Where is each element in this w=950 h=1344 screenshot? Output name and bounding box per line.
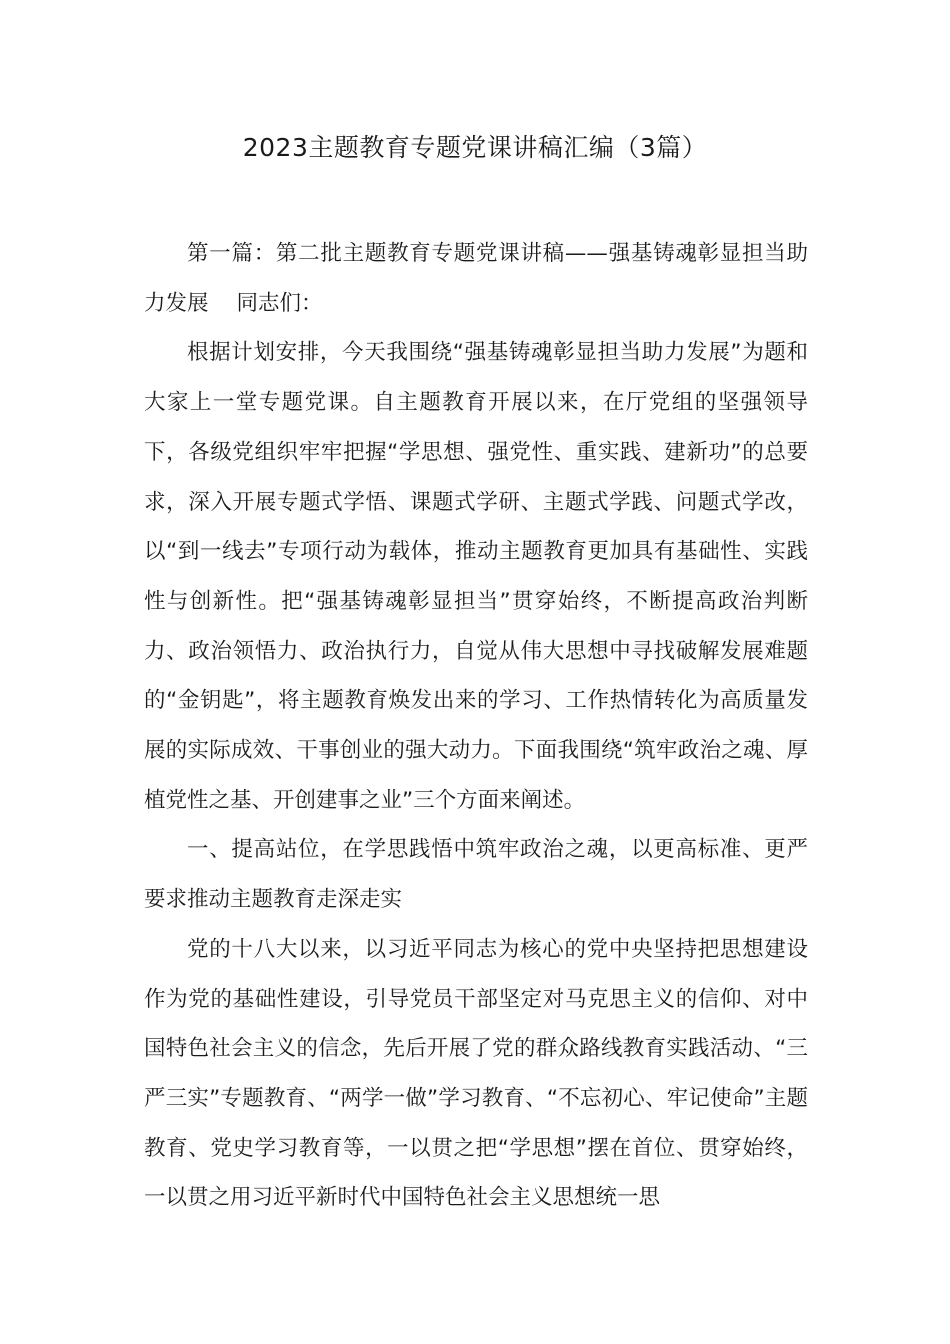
document-title: 2023主题教育专题党课讲稿汇编（3篇） (242, 133, 708, 162)
intro-heading: 第一篇：第二批主题教育专题党课讲稿——强基铸魂彰显担当助力发展 (144, 241, 808, 316)
section-heading: 一、提高站位，在学思践悟中筑牢政治之魂，以更高标准、更严要求推动主题教育走深走实 (144, 837, 808, 913)
body-paragraph: 党的十八大以来，以习近平同志为核心的党中央坚持把思想建设作为党的基础性建设，引导党员干部坚定对马克思主义的信仰、对中国特色社会主义的信念，先后开展了党的群众路线教育实践活动、“三严三实”专题教育、“两学一做”学习教育、“不忘初心、牢记使命”主题教育、党史学习教育等，一以贯之把“学思想”摆在首位、贯穿始终，一以贯之用习近平新时代中国特色社会主义思想统一思 (144, 936, 808, 1211)
salutation: 同志们： (236, 290, 323, 316)
body-paragraph: 根据计划安排，今天我围绕“强基铸魂彰显担当助力发展”为题和大家上一堂专题党课。自主题教育开展以来，在厅党组的坚强领导下，各级党组织牢牢把握“学思想、强党性、重实践、建新功”的总要求，深入开展专题式学悟、课题式学研、主题式学践、问题式学改，以“到一线去”专项行动为载体，推动主题教育更加具有基础性、实践性与创新性。把“强基铸魂彰显担当”贯穿始终，不断提高政治判断力、政治领悟力、政治执行力，自觉从伟大思想中寻找破解发展难题的“金钥匙”，将主题教育焕发出来的学习、工作热情转化为高质量发展的实际成效、干事创业的强大动力。下面我围绕“筑牢政治之魂、厚植党性之基、开创建事之业”三个方面来阐述。 (144, 340, 808, 813)
document-body (144, 229, 808, 1223)
intro-paragraph (144, 229, 808, 328)
